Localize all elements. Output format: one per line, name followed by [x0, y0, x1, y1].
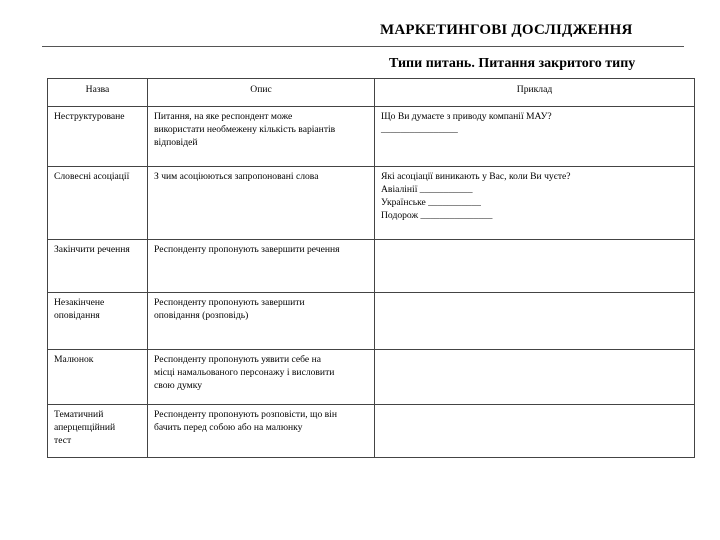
row-description-cell — [148, 167, 375, 240]
cell-text-line: Респонденту пропонують завершити — [154, 297, 305, 308]
cell-text-line: бачить перед собою або на малюнку — [154, 422, 303, 433]
cell-text-line: місці намальованого персонажу і висловити — [154, 367, 335, 378]
cell-text-line: оповідання (розповідь) — [154, 310, 249, 321]
row-name-cell — [48, 405, 148, 458]
table-row — [48, 167, 695, 240]
table-row — [48, 405, 695, 458]
cell-text-line: Респонденту пропонують уявити себе на — [154, 354, 321, 365]
title-divider — [42, 46, 684, 47]
cell-text-line: Словесні асоціації — [54, 171, 130, 182]
cell-text-line: Неструктуроване — [54, 111, 125, 122]
row-name-cell — [48, 107, 148, 167]
question-types-table — [47, 78, 695, 458]
table-row — [48, 350, 695, 405]
row-description-cell — [148, 350, 375, 405]
column-header-example: Приклад — [375, 79, 695, 107]
row-name-cell — [48, 350, 148, 405]
row-description-cell — [148, 293, 375, 350]
cell-text-line: ________________ — [381, 124, 458, 135]
cell-text-line: оповідання — [54, 310, 100, 321]
cell-text-line: Що Ви думаєте з приводу компанії МАУ? — [381, 111, 552, 122]
cell-text-line: Які асоціації виникають у Вас, коли Ви чуєте? — [381, 171, 571, 182]
page-title: МАРКЕТИНГОВІ ДОСЛІДЖЕННЯ — [380, 22, 633, 38]
cell-text-line: Незакінчене — [54, 297, 105, 308]
cell-text-line: З чим асоціюються запропоновані слова — [154, 171, 319, 182]
cell-text-line: аперцепційний — [54, 422, 116, 433]
table-row — [48, 240, 695, 293]
row-name-cell — [48, 240, 148, 293]
column-header-description: Опис — [148, 79, 375, 107]
table-row — [48, 293, 695, 350]
row-example-cell — [375, 167, 695, 240]
row-description-cell — [148, 107, 375, 167]
row-example-cell — [375, 293, 695, 350]
cell-text-line: Авіалінії ___________ — [381, 184, 473, 195]
cell-text-line: тест — [54, 435, 72, 446]
row-name-cell — [48, 293, 148, 350]
table-row — [48, 107, 695, 167]
cell-text-line: Малюнок — [54, 354, 94, 365]
cell-text-line: Закінчити речення — [54, 244, 130, 255]
cell-text-line: Подорож _______________ — [381, 210, 493, 221]
row-example-cell — [375, 240, 695, 293]
cell-text-line: відповідей — [154, 137, 198, 148]
cell-text-line: свою думку — [154, 380, 203, 391]
page-subtitle: Типи питань. Питання закритого типу — [389, 56, 636, 71]
cell-text-line: Респонденту пропонують розповісти, що він — [154, 409, 337, 420]
cell-text-line: Тематичний — [54, 409, 104, 420]
row-description-cell — [148, 240, 375, 293]
row-description-cell — [148, 405, 375, 458]
row-example-cell — [375, 107, 695, 167]
cell-text-line: Питання, на яке респондент може — [154, 111, 293, 122]
row-name-cell — [48, 167, 148, 240]
cell-text-line: використати необмежену кількість варіантів — [154, 124, 336, 135]
table-header-row — [48, 79, 695, 107]
cell-text-line: Українське ___________ — [381, 197, 481, 208]
cell-text-line: Респонденту пропонують завершити речення — [154, 244, 340, 255]
column-header-name: Назва — [48, 79, 148, 107]
row-example-cell — [375, 405, 695, 458]
row-example-cell — [375, 350, 695, 405]
